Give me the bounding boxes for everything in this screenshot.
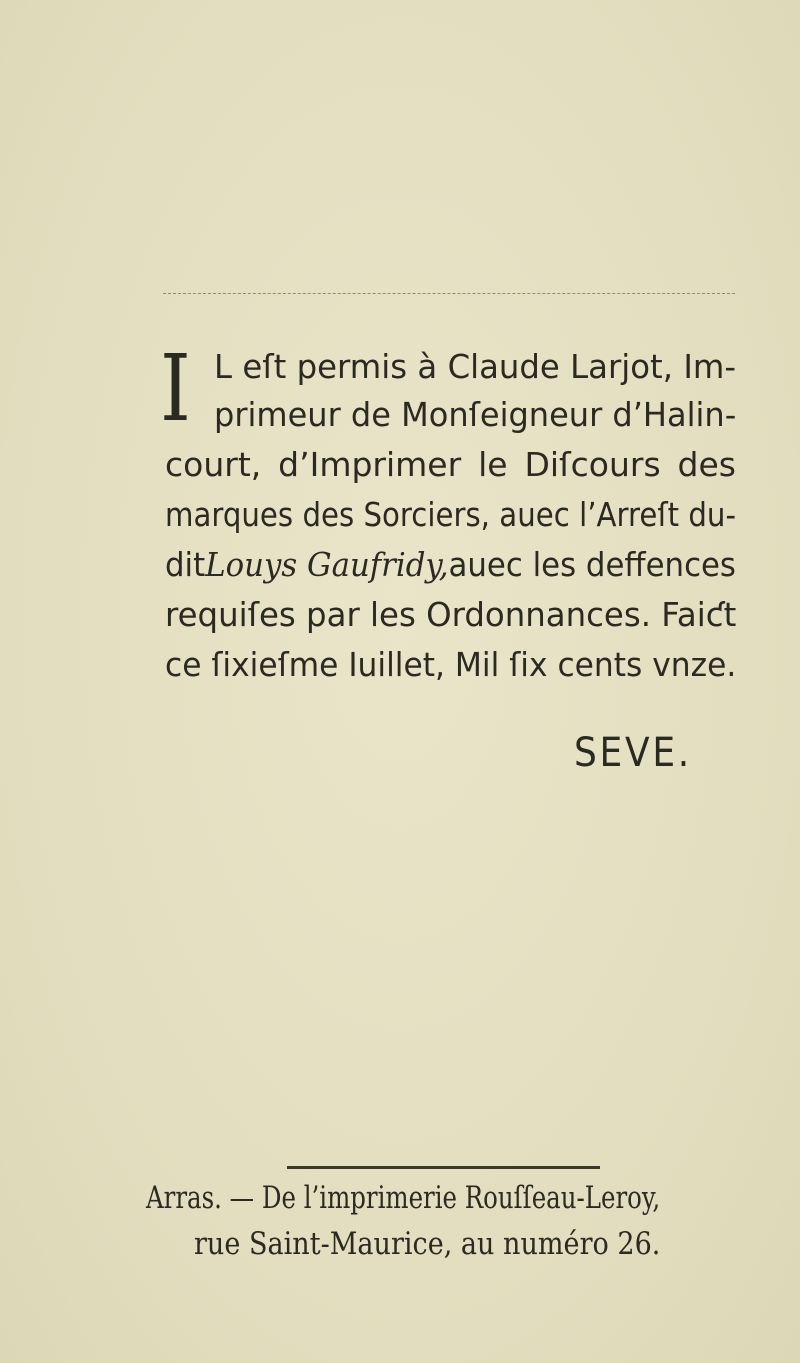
line5-italic-name: Louys Gaufridy, xyxy=(205,545,449,584)
imprint-line-1: Arras. — De l’imprimerie Rouſſeau-Leroy, xyxy=(146,1180,661,1216)
drop-cap: I xyxy=(160,335,191,442)
text-line-7: ce ſixieſme Iuillet, Mil ſix cents vnze. xyxy=(165,645,737,684)
bottom-rule xyxy=(287,1166,600,1169)
text-line-4: marques des Sorciers, auec l’Arreſt du- xyxy=(165,495,736,534)
text-line-3: court, d’Imprimer le Diſcours des xyxy=(165,445,736,484)
text-line-5 xyxy=(165,545,736,585)
top-rule xyxy=(163,293,735,294)
text-line-6: requiſes par les Ordonnances. Faiƈt xyxy=(165,595,737,634)
line5-end: auec les deffences xyxy=(448,545,736,584)
line5-start: dit xyxy=(165,545,206,584)
imprint-line-2: rue Saint-Maurice, au numéro 26. xyxy=(194,1226,661,1262)
text-line-1: L eſt permis à Claude Larjot, Im- xyxy=(214,347,736,386)
text-line-2: primeur de Monſeigneur d’Halin- xyxy=(214,395,737,434)
signature: SEVE. xyxy=(574,730,692,776)
